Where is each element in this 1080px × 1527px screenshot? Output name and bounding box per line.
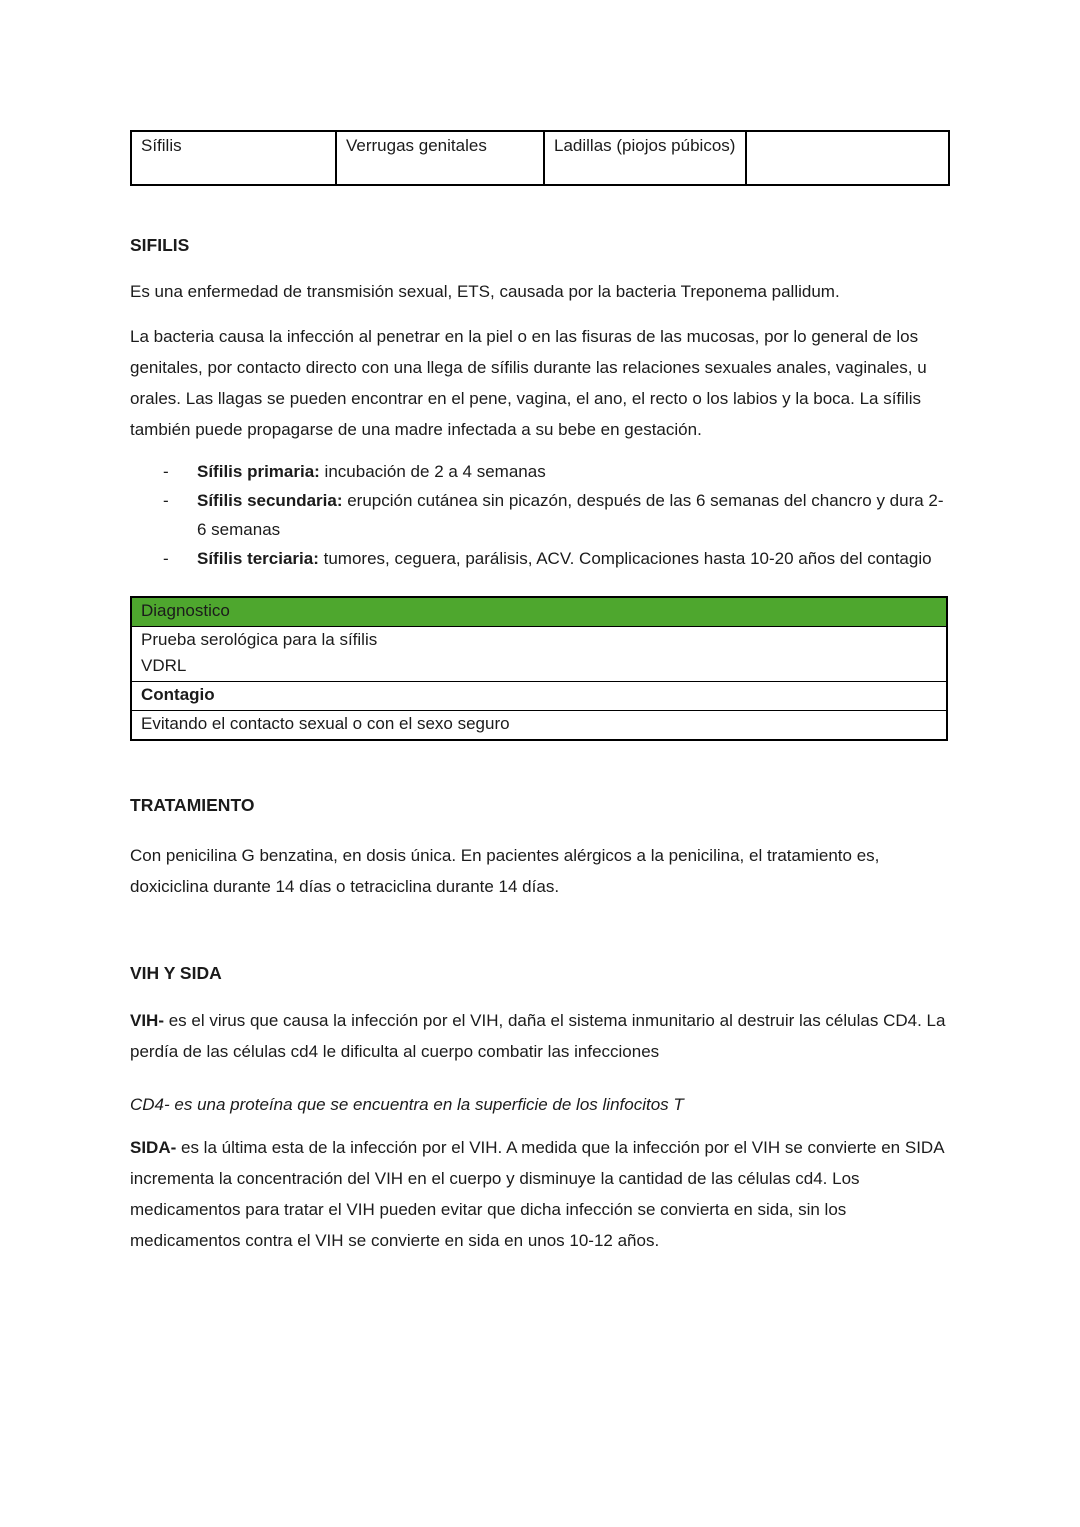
diagnostic-header-cell: Diagnostico	[131, 597, 947, 627]
sida-label: SIDA-	[130, 1138, 177, 1157]
bullet-dash: -	[163, 491, 169, 510]
list-item-terciaria	[130, 544, 948, 573]
contagio-header-cell: Contagio	[131, 682, 947, 711]
vih-description: es el virus que causa la infección por el VIH, daña el sistema inmunitario al destruir las células CD4. La perdía de las células cd4 le dificulta al cuerpo combatir las infecciones	[130, 1011, 946, 1061]
bullet-label: Sífilis secundaria:	[197, 491, 343, 510]
sida-description: es la última esta de la infección por el VIH. A medida que la infección por el VIH se convierte en SIDA incrementa la concentración del VIH en el cuerpo y disminuye la cantidad de las células cd4. Los medicamentos para tratar el VIH pueden evitar que dicha infección se convierta en sida, sin los medicamentos contra el VIH se convierte en sida en unos 10-12 años.	[130, 1138, 944, 1250]
std-cell-verrugas: Verrugas genitales	[336, 131, 544, 185]
list-item-primaria	[130, 457, 948, 486]
paragraph-sifilis-transmission: La bacteria causa la infección al penetrar en la piel o en las fisuras de las mucosas, por lo general de los genitales, por contacto directo con una llega de sífilis durante las relaciones sexuales anales, vaginales, u orales. Las llagas se pueden encontrar en el pene, vagina, el ano, el recto o los labios y la boca. La sífilis también puede propagarse de una madre infectada a su bebe en gestación.	[130, 327, 927, 439]
bullet-label: Sífilis primaria:	[197, 462, 320, 481]
std-cell-sifilis: Sífilis	[131, 131, 336, 185]
paragraph-sida	[130, 1132, 948, 1256]
test-line-1: Prueba serológica para la sífilis	[141, 630, 378, 649]
std-cell-empty	[746, 131, 949, 185]
bullet-description: incubación de 2 a 4 semanas	[319, 462, 546, 481]
diagnostic-table	[130, 596, 948, 741]
paragraph-vih	[130, 1005, 948, 1067]
std-cell-ladillas: Ladillas (piojos púbicos)	[544, 131, 746, 185]
table-row	[131, 131, 949, 185]
paragraph-cd4-note: CD4- es una proteína que se encuentra en la superficie de los linfocitos T	[130, 1095, 684, 1114]
bullet-description: erupción cutánea sin picazón, después de las 6 semanas del chancro y dura 2-6 semanas	[197, 491, 944, 539]
table-row	[131, 711, 947, 741]
paragraph-tratamiento: Con penicilina G benzatina, en dosis única. En pacientes alérgicos a la penicilina, el tratamiento es, doxiciclina durante 14 días o tetraciclina durante 14 días.	[130, 846, 880, 896]
bottom-margin	[130, 1270, 948, 1390]
list-item-secundaria	[130, 486, 948, 544]
table-row	[131, 627, 947, 682]
bullet-text	[197, 457, 948, 486]
diagnostic-tests-cell	[131, 627, 947, 682]
test-line-2: VDRL	[141, 656, 187, 675]
sifilis-stages-list	[130, 457, 948, 573]
vih-label: VIH-	[130, 1011, 164, 1030]
bullet-description: tumores, ceguera, parálisis, ACV. Complicaciones hasta 10-20 años del contagio	[318, 549, 932, 568]
heading-tratamiento: TRATAMIENTO	[130, 795, 255, 815]
bullet-dash: -	[163, 549, 169, 568]
std-list-table	[130, 130, 950, 186]
heading-sifilis: SIFILIS	[130, 235, 190, 255]
paragraph-sifilis-intro: Es una enfermedad de transmisión sexual, ETS, causada por la bacteria Treponema pallidum.	[130, 282, 840, 301]
heading-vih-sida: VIH Y SIDA	[130, 963, 222, 983]
bullet-dash: -	[163, 462, 169, 481]
bullet-text	[197, 486, 948, 544]
bullet-label: Sífilis terciaria:	[197, 549, 319, 568]
table-row	[131, 597, 947, 627]
bullet-text	[197, 544, 948, 573]
contagio-text-cell: Evitando el contacto sexual o con el sexo seguro	[131, 711, 947, 741]
table-row	[131, 682, 947, 711]
diagnostic-table-wrapper	[130, 596, 948, 741]
